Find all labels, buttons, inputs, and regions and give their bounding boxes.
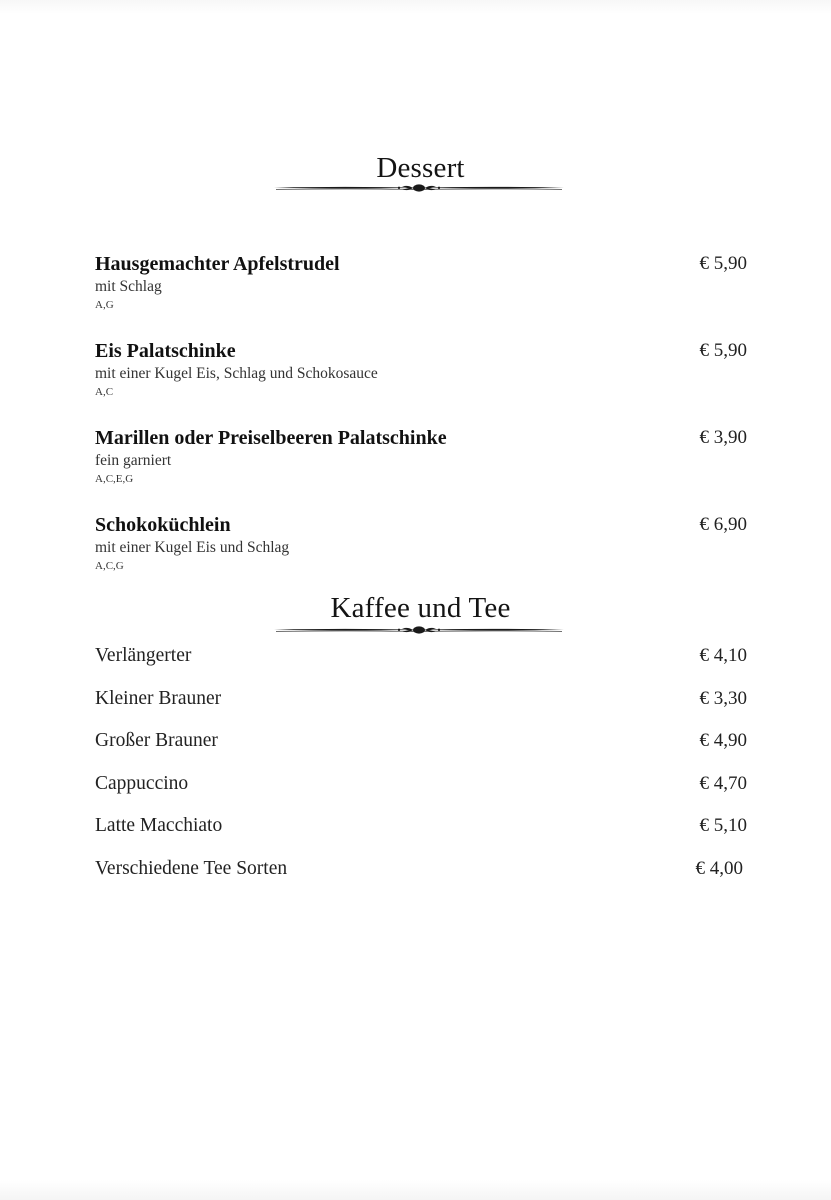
ornamental-divider-icon xyxy=(274,183,564,193)
item-name: Latte Macchiato xyxy=(95,815,223,836)
coffee-item xyxy=(95,730,747,756)
item-price: € 4,90 xyxy=(699,730,747,751)
item-description: fein garniert xyxy=(95,452,172,469)
coffee-item xyxy=(95,645,747,671)
item-price: € 5,10 xyxy=(699,815,747,836)
item-description: mit einer Kugel Eis und Schlag xyxy=(95,539,290,556)
item-price: € 5,90 xyxy=(699,253,747,274)
item-name: Hausgemachter Apfelstrudel xyxy=(95,253,340,275)
coffee-item xyxy=(95,773,747,799)
item-description: mit Schlag xyxy=(95,278,162,295)
item-allergens: A,C,E,G xyxy=(95,473,134,485)
item-name: Marillen oder Preiselbeeren Palatschinke xyxy=(95,427,447,449)
item-price: € 3,90 xyxy=(699,427,747,448)
item-name: Cappuccino xyxy=(95,773,189,794)
item-price: € 4,10 xyxy=(699,645,747,666)
item-name: Verschiedene Tee Sorten xyxy=(95,858,288,879)
item-price: € 5,90 xyxy=(699,340,747,361)
item-price: € 3,30 xyxy=(699,688,747,709)
coffee-item xyxy=(95,858,743,884)
item-price: € 4,00 xyxy=(695,858,743,879)
item-description: mit einer Kugel Eis, Schlag und Schokosauce xyxy=(95,365,378,382)
item-price: € 4,70 xyxy=(699,773,747,794)
ornamental-divider-icon xyxy=(274,625,564,635)
item-allergens: A,C,G xyxy=(95,560,124,572)
item-name: Großer Brauner xyxy=(95,730,218,751)
item-name: Kleiner Brauner xyxy=(95,688,222,709)
item-price: € 6,90 xyxy=(699,514,747,535)
item-allergens: A,G xyxy=(95,299,114,311)
item-allergens: A,C xyxy=(95,386,114,398)
item-name: Eis Palatschinke xyxy=(95,340,236,362)
coffee-title: Kaffee und Tee xyxy=(330,592,511,624)
item-name: Schokoküchlein xyxy=(95,514,231,536)
item-name: Verlängerter xyxy=(95,645,192,666)
coffee-item xyxy=(95,688,747,714)
dessert-title: Dessert xyxy=(376,152,465,184)
coffee-item xyxy=(95,815,747,841)
